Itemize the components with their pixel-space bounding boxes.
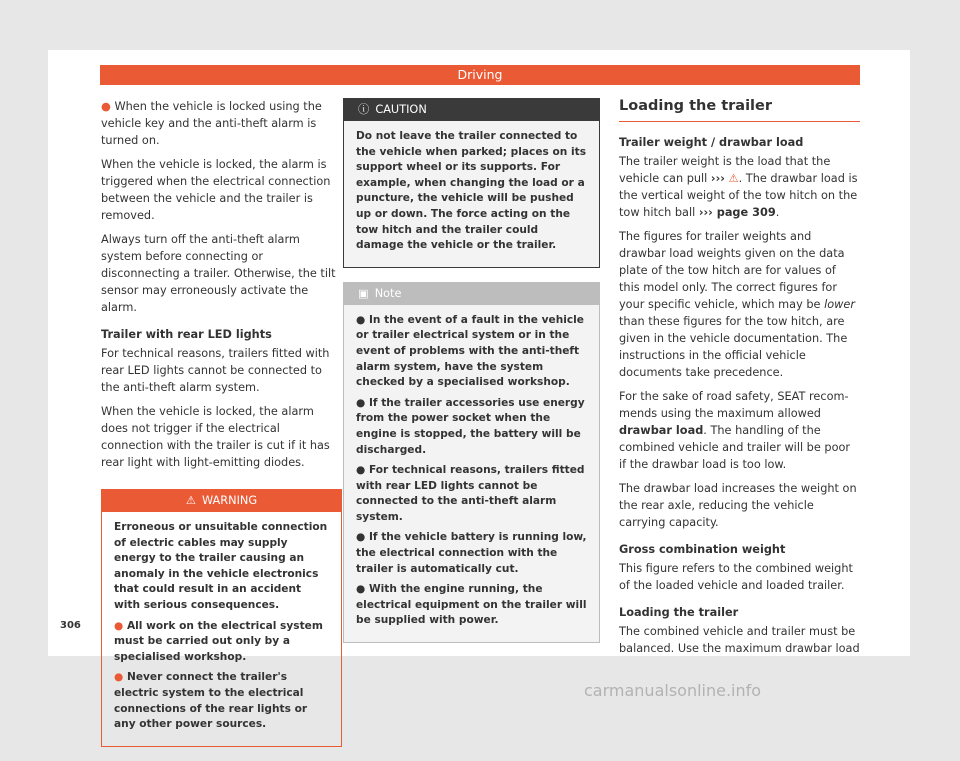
warning-triangle-icon: ⚠ <box>728 172 739 185</box>
warning-box <box>101 489 342 747</box>
note-item: ● If the vehicle battery is running low, the electrical connection with the trailer is automatically cut. <box>356 531 587 575</box>
note-item: ● In the event of a fault in the vehicle or trailer electrical system or in the event of problems with the anti-theft alarm system, have the system checked by a specialised workshop. <box>356 313 584 389</box>
paragraph: This figure refers to the combined weight of the loaded vehicle and loaded trailer. <box>619 562 853 592</box>
cross-reference-link[interactable]: ››› <box>710 172 725 185</box>
note-item: ● With the engine running, the electrical equipment on the trailer will be supplied with power. <box>356 583 587 627</box>
bullet-icon: ● <box>114 619 124 632</box>
subheading: Loading the trailer <box>619 606 739 619</box>
paragraph: The trailer weight is the load that the vehicle can pull ››› ⚠. The drawbar load is the vertical weight of the tow hitch on the tow hitch ball ››› page 309. <box>619 155 858 219</box>
page-header: Driving <box>100 65 860 85</box>
caution-circle-icon: ⓘ <box>358 103 370 116</box>
note-item: ● For technical reasons, trailers fitted with rear LED lights cannot be connected to the anti-theft alarm system. <box>356 464 585 523</box>
warning-body: Erroneous or unsuitable connection of electric cables may supply energy to the trailer causing an anomaly in the vehicle electronics that could result in an accident with serious consequences. ● All work on the electrical system must be carried out only by a specialised workshop. ● Never connect the trailer's electric system to the electrical connections of the rear lights or any other power sources. <box>102 512 341 746</box>
paragraph: When the vehicle is locked, the alarm is triggered when the electrical connection between the vehicle and the trailer is removed. <box>101 158 331 222</box>
warning-header: ⚠ WARNING <box>102 490 341 512</box>
paragraph: The figures for trailer weights and drawbar load weights given on the data plate of the tow hitch are for values of this model only. The correct figures for your specific vehicle, which may be lower than these figures for the tow hitch, are given in the vehicle documentation. The instructions in the official vehicle documents take precedence. <box>619 230 855 379</box>
caution-box <box>343 98 600 268</box>
section-title: Loading the trailer <box>619 98 860 122</box>
column-right <box>619 98 860 664</box>
note-body <box>344 305 599 642</box>
bullet-icon: ● <box>356 531 366 544</box>
subheading: Gross combination weight <box>619 543 786 556</box>
bullet-paragraph: ● When the vehicle is locked using the vehicle key and the anti-theft alarm is turned on. <box>101 100 322 147</box>
bullet-icon: ● <box>356 396 366 409</box>
column-left <box>101 98 342 761</box>
page-number: 306 <box>60 620 81 631</box>
note-item: ● If the trailer accessories use energy from the power socket when the engine is stopped, the battery will be discharged. <box>356 396 585 456</box>
paragraph: The drawbar load increases the weight on the rear axle, reducing the vehicle carrying capacity. <box>619 482 857 529</box>
caution-header: ⓘ CAUTION <box>344 99 599 121</box>
caution-body: Do not leave the trailer connected to the vehicle when parked; places on its support wheel or its supports. For example, when changing the load or a puncture, the vehicle will be pushed up or down. The force acting on the tow hitch and the trailer could damage the vehicle or the trailer. <box>356 130 587 252</box>
column-middle <box>343 98 600 657</box>
watermark: carmanualsonline.info <box>584 681 762 700</box>
bullet-icon: ● <box>356 313 366 326</box>
note-header: ▣ Note <box>344 283 599 305</box>
paragraph: When the vehicle is locked, the alarm does not trigger if the electrical connection with the trailer is cut if it has rear light with light-emitting diodes. <box>101 405 330 469</box>
paragraph: Always turn off the anti-theft alarm system before connecting or disconnecting a trailer. Otherwise, the tilt sensor may erroneously activate the alarm. <box>101 233 336 314</box>
subheading: Trailer with rear LED lights <box>101 328 272 341</box>
note-icon: ▣ <box>358 286 369 300</box>
subheading: Trailer weight / drawbar load <box>619 136 804 149</box>
warning-bullet: ● Never connect the trailer's electric system to the electrical connections of the rear lights or any other power sources. <box>114 671 308 731</box>
paragraph: The combined vehicle and trailer must be balanced. Use the maximum drawbar load <box>619 625 860 655</box>
bullet-icon: ● <box>356 464 366 477</box>
paragraph: For the sake of road safety, SEAT recommends using the maximum allowed drawbar load. The handling of the combined vehicle and trailer will be poor if the drawbar load is too low. <box>619 390 851 471</box>
warning-bullet: ● All work on the electrical system must be carried out only by a specialised workshop. <box>114 619 323 663</box>
bullet-icon: ● <box>356 583 366 596</box>
bullet-icon: ● <box>101 100 111 113</box>
note-box <box>343 282 600 643</box>
page-reference-link[interactable]: ››› page 309 <box>698 206 776 219</box>
paragraph: For technical reasons, trailers fitted with rear LED lights cannot be connected to the anti-theft alarm system. <box>101 347 330 394</box>
warning-triangle-icon: ⚠ <box>185 494 196 507</box>
bullet-icon: ● <box>114 671 124 684</box>
